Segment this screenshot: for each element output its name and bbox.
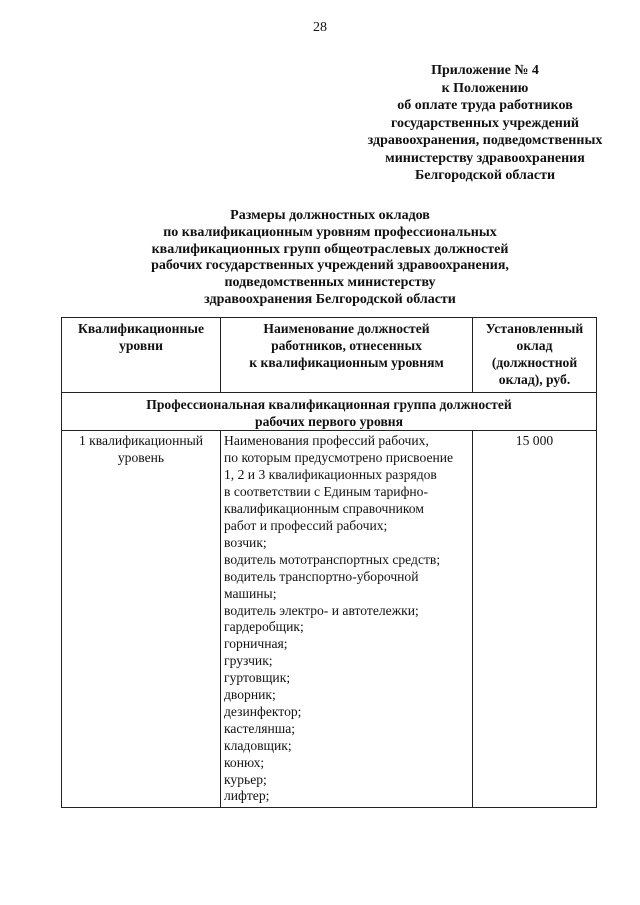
position-list-cell [221, 431, 473, 808]
title-line: Размеры должностных окладов [230, 208, 430, 223]
position-line: конюх; [224, 754, 265, 770]
position-line: 1, 2 и 3 квалификационных разрядов [224, 467, 437, 483]
title-line: рабочих государственных учреждений здравоохранения, [151, 258, 509, 274]
position-line: в соответствии с Единым тарифно- [224, 484, 428, 500]
title-line: подведомственных министерству [224, 275, 436, 291]
title-line: здравоохранения Белгородской области [204, 291, 456, 307]
header-line: Наименование должностей [263, 321, 430, 336]
position-line: гуртовщик; [224, 670, 291, 686]
position-line: Наименования профессий рабочих, [224, 433, 429, 449]
group-line: Профессиональная квалификационная группа должностей [146, 396, 512, 412]
position-line: гардеробщик; [224, 619, 304, 635]
document-title [60, 208, 600, 309]
appendix-line: Приложение № 4 [431, 63, 539, 78]
header-line: оклад), руб. [498, 371, 571, 387]
position-line: возчик; [224, 534, 267, 550]
header-line: Установленный [485, 321, 584, 336]
position-line: грузчик; [224, 653, 273, 669]
position-line: работ и профессий рабочих; [224, 517, 388, 533]
position-line: горничная; [224, 636, 288, 652]
position-line: кладовщик; [224, 737, 292, 753]
position-line: по которым предусмотрено присвоение [224, 450, 454, 466]
position-line: дезинфектор; [224, 703, 302, 719]
group-title [62, 392, 597, 431]
position-line: дворник; [224, 687, 276, 703]
position-line: квалификационным справочником [224, 501, 424, 517]
qualification-level-cell [62, 431, 221, 808]
position-line: машины; [224, 585, 277, 601]
header-line: к квалификационным уровням [249, 354, 444, 370]
appendix-line: Белгородской области [414, 168, 556, 183]
salary-cell: 15 000 [473, 431, 597, 808]
appendix-line: к Положению [441, 80, 529, 96]
header-line: работников, отнесенных [271, 337, 422, 353]
appendix-line: здравоохранения, подведомственных [367, 133, 603, 148]
position-line: водитель мототранспортных средств; [224, 551, 441, 567]
position-line: водитель транспортно-уборочной [224, 568, 419, 584]
title-line: квалификационных групп общеотраслевых должностей [151, 241, 509, 257]
position-line: курьер; [224, 771, 267, 787]
salary-table [61, 317, 597, 808]
table-row [62, 431, 597, 808]
appendix-line: министерству здравоохранения [385, 150, 585, 166]
level-line: 1 квалификационный [78, 433, 204, 449]
table-header-row [62, 318, 597, 393]
position-line: водитель электро- и автотележки; [224, 602, 419, 618]
position-line: кастелянша; [224, 720, 296, 736]
header-qualification-levels [62, 318, 221, 393]
header-line: Квалификационные [77, 321, 204, 336]
group-line: рабочих первого уровня [255, 413, 403, 429]
appendix-line: государственных учреждений [391, 115, 579, 131]
title-line: по квалификационным уровням профессиональных [163, 224, 497, 240]
position-line: лифтер; [224, 788, 270, 804]
appendix-header [330, 62, 640, 185]
level-line: уровень [117, 450, 165, 466]
group-row [62, 392, 597, 431]
page-number: 28 [313, 20, 327, 35]
header-line: уровни [119, 337, 163, 353]
header-salary [473, 318, 597, 393]
header-position-names [221, 318, 473, 393]
header-line: (должностной [491, 354, 578, 370]
header-line: оклад [516, 337, 553, 353]
appendix-line: об оплате труда работников [397, 98, 573, 113]
